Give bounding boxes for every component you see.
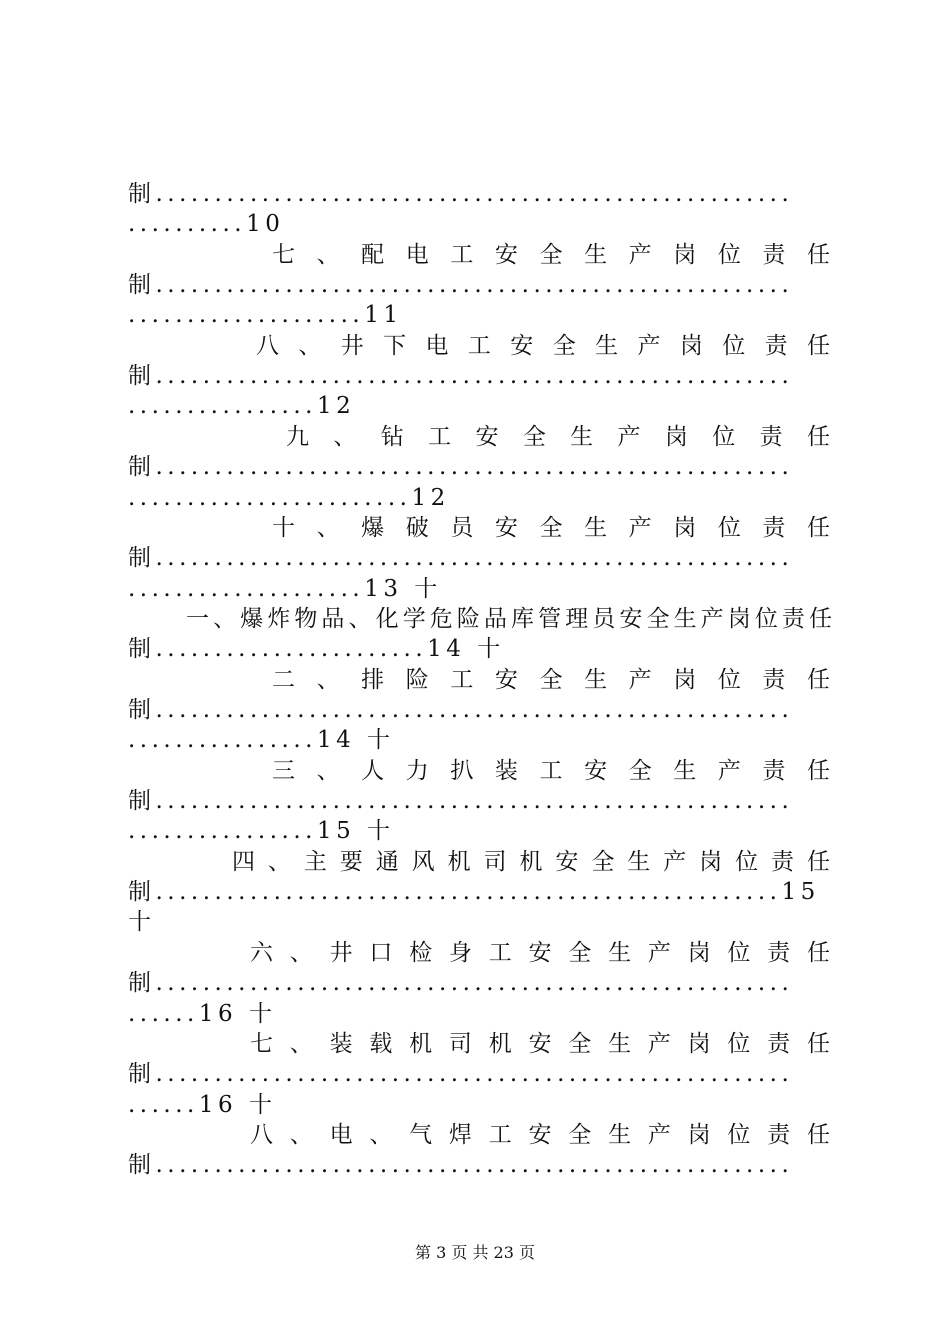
toc-entry-title: 七 、 配 电 工 安 全 生 产 岗 位 责 任 [272,242,832,268]
toc-line: 制...................................................... [128,1061,794,1087]
toc-entry-title: 九 、 钻 工 安 全 生 产 岗 位 责 任 [286,424,832,450]
toc-line: 制.......................14 十 [128,636,505,662]
toc-line: 制...................................................... [128,181,794,207]
page-footer: 第 3 页 共 23 页 [415,1243,535,1262]
toc-entry-title: 七 、 装 载 机 司 机 安 全 生 产 岗 位 责 任 [250,1031,832,1057]
toc-line: 制...................................................... [128,1152,794,1178]
toc-line: ..........10 [128,211,285,237]
toc-line: ....................11 [128,302,403,328]
toc-line: ....................13 十 [128,576,442,602]
toc-entry-title: 八 、 电 、 气 焊 工 安 全 生 产 岗 位 责 任 [250,1122,832,1148]
toc-entry-title: 八 、 井 下 电 工 安 全 生 产 岗 位 责 任 [256,333,832,359]
toc-line: 制...................................................... [128,970,794,996]
toc-line: 制...................................................... [128,788,794,814]
toc-line: ................15 十 [128,818,395,844]
toc-line: ................14 十 [128,727,395,753]
toc-entry-title: 四 、 主 要 通 风 机 司 机 安 全 生 产 岗 位 责 任 [232,849,832,875]
toc-entry-title: 二 、 排 险 工 安 全 生 产 岗 位 责 任 [272,667,832,693]
toc-line: 十 [128,909,151,935]
toc-entry-title: 十 、 爆 破 员 安 全 生 产 岗 位 责 任 [272,515,832,541]
toc-line: ........................12 [128,485,450,511]
toc-line: 制...................................................... [128,363,794,389]
toc-line: 制...................................................... [128,545,794,571]
toc-line: 制...................................................... [128,272,794,298]
toc-line: ......16 十 [128,1092,277,1118]
toc-entry-title: 三 、 人 力 扒 装 工 安 全 生 产 责 任 [272,758,832,784]
toc-line: ......16 十 [128,1001,277,1027]
toc-line: 制...................................................... [128,454,794,480]
toc-entry-title: 六 、 井 口 检 身 工 安 全 生 产 岗 位 责 任 [250,940,832,966]
toc-line: ................12 [128,393,356,419]
toc-entry-title: 一、爆炸物品、化学危险品库管理员安全生产岗位责任 [186,606,832,632]
toc-line: 制.....................................................15 [128,879,820,905]
toc-line: 制...................................................... [128,697,794,723]
